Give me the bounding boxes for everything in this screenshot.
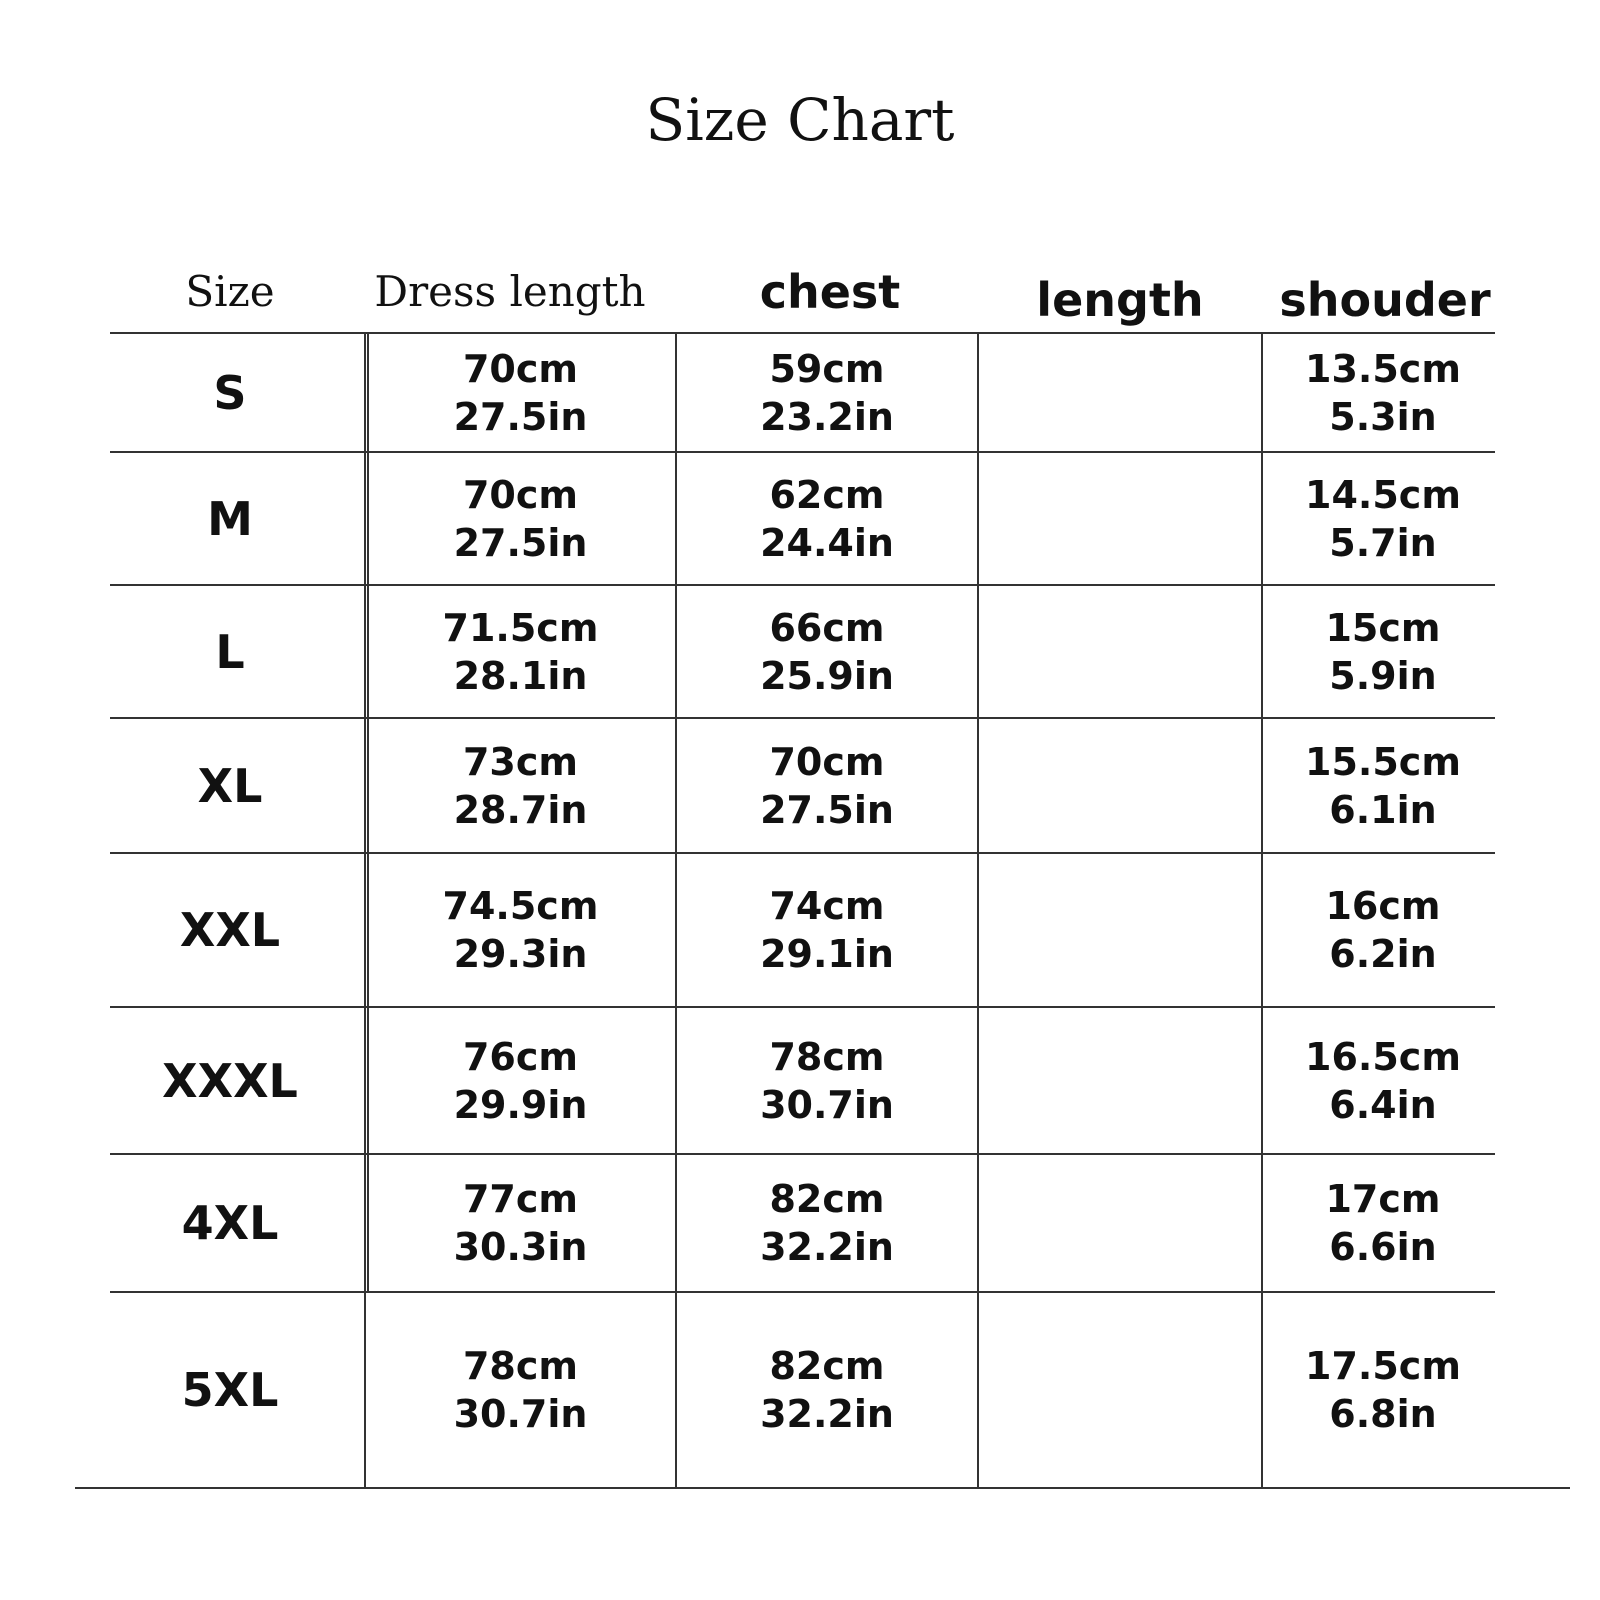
chest-cm: 74cm (769, 884, 885, 928)
length-cell (979, 718, 1261, 853)
dress-length-in: 28.7in (453, 787, 588, 832)
dress-length-in: 30.7in (453, 1392, 588, 1436)
shoulder-cm: 16cm (1325, 884, 1441, 928)
header-length: length (1036, 273, 1204, 327)
size-label: 5XL (181, 1363, 279, 1417)
dress-length-cell (368, 1154, 673, 1292)
chest-cm: 82cm (769, 1177, 885, 1221)
size-label: 4XL (181, 1196, 279, 1250)
chest-cm: 82cm (769, 1344, 885, 1388)
length-cell (979, 333, 1261, 452)
shoulder-cell (1263, 333, 1503, 452)
shoulder-in: 5.3in (1329, 394, 1437, 439)
length-cell (979, 1007, 1261, 1154)
dress-length-cell (368, 333, 673, 452)
chest-cm: 66cm (769, 605, 885, 650)
shoulder-cm: 15cm (1325, 605, 1441, 650)
chest-cm: 70cm (769, 739, 885, 784)
shoulder-cell (1263, 1007, 1503, 1154)
chest-in: 32.2in (760, 1225, 894, 1269)
size-label: XXXL (162, 1053, 298, 1108)
shoulder-in: 5.9in (1329, 653, 1437, 698)
length-cell (979, 452, 1261, 585)
dress-length-in: 29.9in (453, 1082, 588, 1127)
chest-cell (677, 1007, 977, 1154)
chest-cell (677, 333, 977, 452)
shoulder-cm: 17cm (1325, 1177, 1441, 1221)
shoulder-cell (1263, 853, 1503, 1007)
shoulder-cm: 14.5cm (1305, 472, 1461, 517)
size-label: S (213, 365, 247, 420)
dress-length-cm: 70cm (462, 346, 578, 391)
length-cell (979, 853, 1261, 1007)
dress-length-cell (368, 452, 673, 585)
shoulder-in: 6.2in (1329, 932, 1437, 976)
dress-length-cell (368, 585, 673, 718)
dress-length-cm: 78cm (462, 1344, 578, 1388)
size-label: M (207, 491, 253, 546)
header-shoulder: shouder (1279, 273, 1491, 327)
dress-length-in: 27.5in (453, 394, 588, 439)
dress-length-cell (368, 1007, 673, 1154)
chest-cell (677, 1292, 977, 1488)
dress-length-in: 29.3in (453, 932, 588, 976)
header-size: Size (185, 267, 275, 316)
size-label: XL (197, 758, 263, 813)
chest-cell (677, 1154, 977, 1292)
shoulder-cm: 17.5cm (1305, 1344, 1461, 1388)
shoulder-cell (1263, 1154, 1503, 1292)
size-label: XXL (179, 903, 281, 957)
shoulder-cm: 16.5cm (1305, 1034, 1461, 1079)
chest-in: 32.2in (760, 1392, 894, 1436)
dress-length-cell (368, 718, 673, 853)
chest-cell (677, 853, 977, 1007)
dress-length-cell (368, 853, 673, 1007)
shoulder-cell (1263, 1292, 1503, 1488)
shoulder-in: 6.6in (1329, 1225, 1437, 1269)
chest-in: 23.2in (760, 394, 894, 439)
column-divider (364, 333, 366, 1488)
shoulder-in: 6.4in (1329, 1082, 1437, 1127)
length-cell (979, 1292, 1261, 1488)
size-label: L (215, 624, 245, 679)
shoulder-cell (1263, 452, 1503, 585)
header-chest: chest (759, 265, 901, 319)
dress-length-in: 27.5in (453, 520, 588, 565)
chest-cm: 62cm (769, 472, 885, 517)
length-cell (979, 585, 1261, 718)
shoulder-cm: 13.5cm (1305, 346, 1461, 391)
chest-cell (677, 585, 977, 718)
chest-in: 25.9in (760, 653, 894, 698)
dress-length-cm: 76cm (462, 1034, 578, 1079)
dress-length-in: 28.1in (453, 653, 588, 698)
dress-length-cm: 71.5cm (442, 605, 599, 650)
shoulder-in: 6.8in (1329, 1392, 1437, 1436)
header-dress-length: Dress length (374, 267, 646, 316)
dress-length-cm: 70cm (462, 472, 578, 517)
dress-length-cm: 74.5cm (442, 884, 599, 928)
shoulder-cm: 15.5cm (1305, 739, 1461, 784)
shoulder-in: 5.7in (1329, 520, 1437, 565)
chest-cm: 59cm (769, 346, 885, 391)
shoulder-in: 6.1in (1329, 787, 1437, 832)
dress-length-cm: 77cm (462, 1177, 578, 1221)
dress-length-cell (368, 1292, 673, 1488)
chest-in: 30.7in (760, 1082, 894, 1127)
shoulder-cell (1263, 718, 1503, 853)
dress-length-cm: 73cm (462, 739, 578, 784)
chest-cell (677, 718, 977, 853)
chest-in: 24.4in (760, 520, 894, 565)
chest-cm: 78cm (769, 1034, 885, 1079)
length-cell (979, 1154, 1261, 1292)
chest-cell (677, 452, 977, 585)
page-title: Size Chart (645, 86, 955, 154)
dress-length-in: 30.3in (453, 1225, 588, 1269)
chest-in: 29.1in (760, 932, 894, 976)
chest-in: 27.5in (760, 787, 894, 832)
shoulder-cell (1263, 585, 1503, 718)
